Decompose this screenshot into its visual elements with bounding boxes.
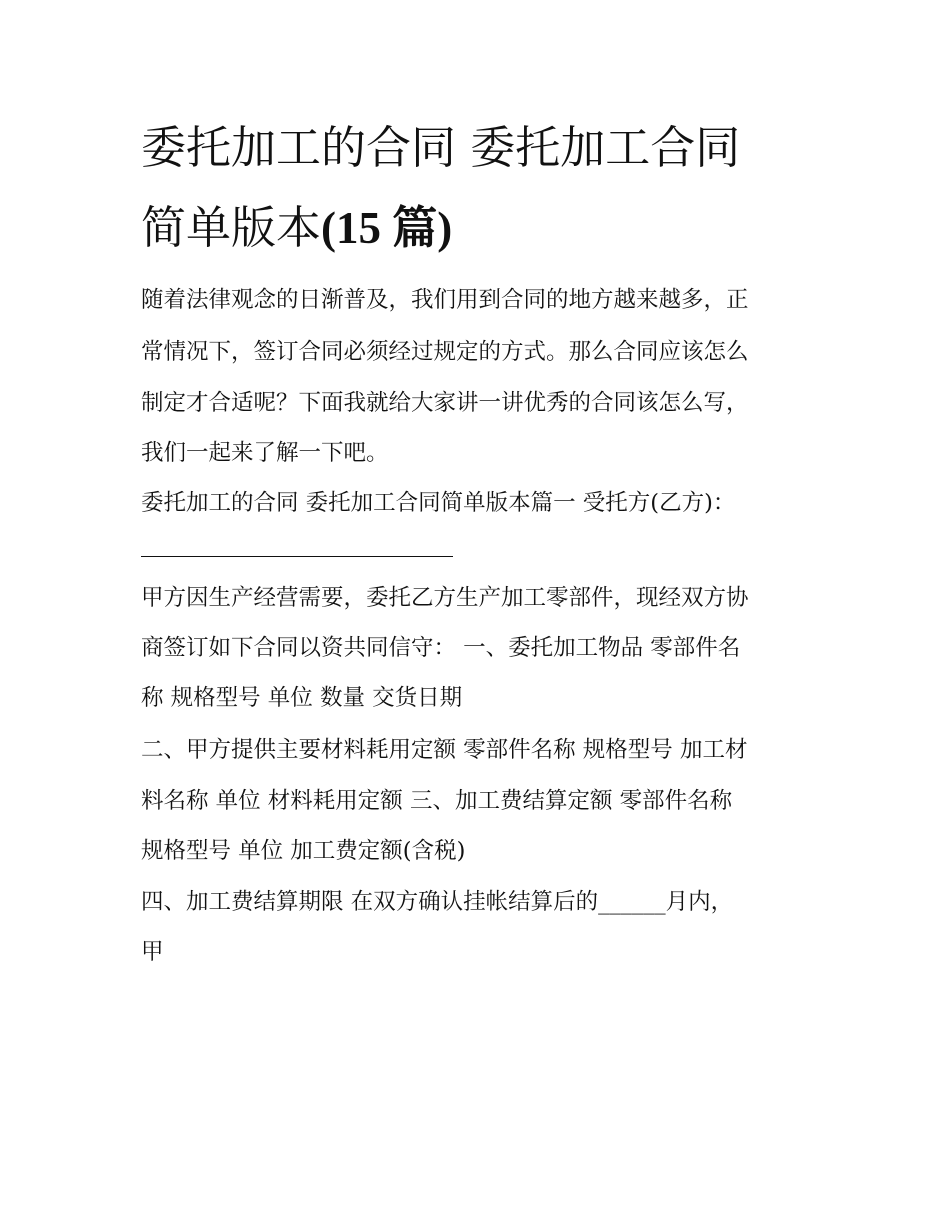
paragraph-line: 四、加工费结算期限 在双方确认挂帐结算后的______月内， [141,889,734,915]
document-title-line-1: 委托加工的合同 委托加工合同 [141,121,741,174]
paragraph-line: 规格型号 单位 加工费定额(含税) [141,838,466,864]
paragraph-line: 甲 [141,939,164,965]
paragraph-line: 常情况下，签订合同必须经过规定的方式。那么合同应该怎么 [141,339,749,365]
paragraph-line: 甲方因生产经营需要，委托乙方生产加工零部件，现经双方协 [141,585,749,611]
paragraph-line: 称 规格型号 单位 数量 交货日期 [141,685,463,711]
paragraph-line: 委托加工的合同 委托加工合同简单版本篇一 受托方(乙方)： [141,490,736,516]
paragraph-line: 料名称 单位 材料耗用定额 三、加工费结算定额 零部件名称 [141,788,733,814]
title-count: (15 篇) [321,203,453,253]
signature-blank-line [141,556,453,557]
paragraph-line: 二、甲方提供主要材料耗用定额 零部件名称 规格型号 加工材 [141,737,748,763]
title-text: 简单版本 [141,201,322,254]
document-title-line-2 [141,198,452,258]
paragraph-line: 商签订如下合同以资共同信守： 一、委托加工物品 零部件名 [141,635,741,661]
paragraph-line: 制定才合适呢？下面我就给大家讲一讲优秀的合同该怎么写， [141,390,749,416]
paragraph-line: 我们一起来了解一下吧。 [141,440,389,466]
paragraph-line: 随着法律观念的日渐普及，我们用到合同的地方越来越多，正 [141,287,749,313]
